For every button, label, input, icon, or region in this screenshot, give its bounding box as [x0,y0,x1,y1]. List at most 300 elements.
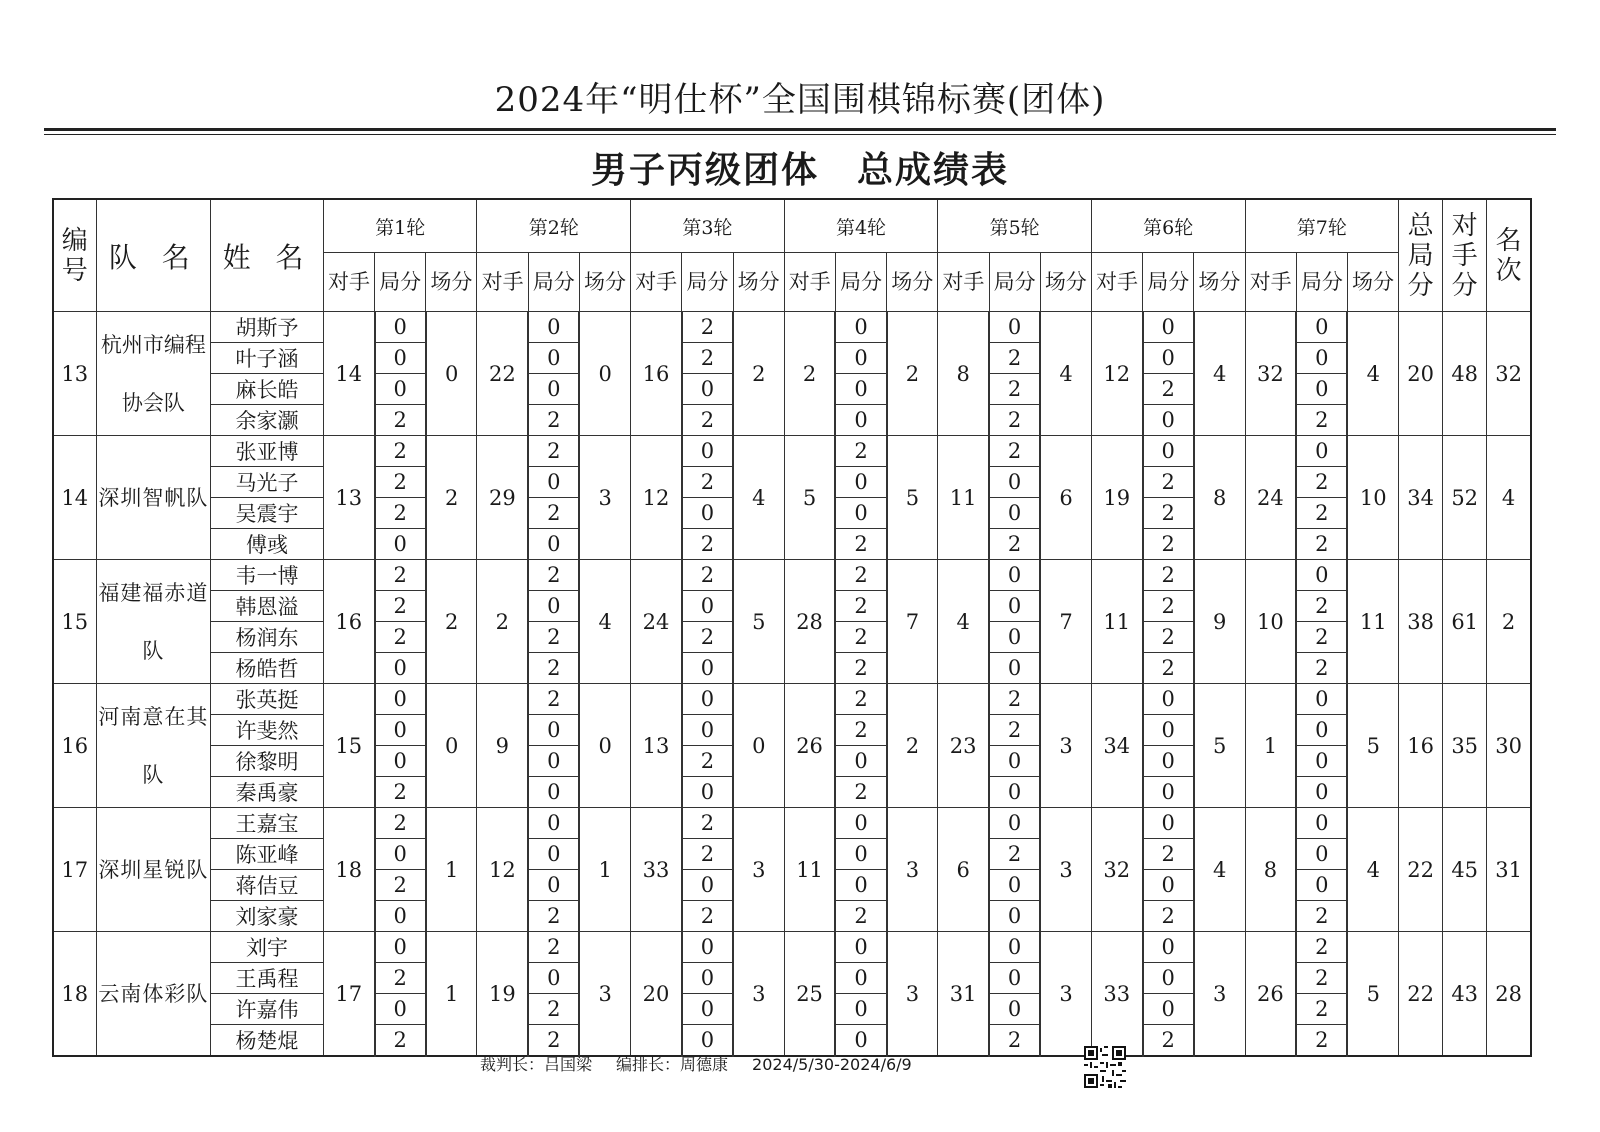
game-score: 0 [989,932,1040,963]
round-match-score: 11 [1347,560,1398,684]
game-score: 0 [528,777,579,808]
game-score: 0 [1296,343,1347,374]
round-match-score: 4 [1194,808,1245,932]
header-round-2: 第2轮 [477,199,631,253]
game-score: 0 [375,529,426,560]
round-match-score: 3 [733,808,784,932]
round-opponent: 10 [1245,560,1296,684]
team-name: 云南体彩队 [96,932,211,1057]
game-score: 2 [1143,1025,1194,1057]
score-table [52,198,1532,1057]
round-opponent: 17 [323,932,374,1057]
player-name: 王嘉宝 [211,808,324,839]
game-score: 0 [682,932,733,963]
header-round-3: 第3轮 [631,199,785,253]
game-score: 0 [835,312,886,343]
round-match-score: 3 [1040,808,1091,932]
round-match-score: 0 [733,684,784,808]
game-score: 0 [1143,870,1194,901]
round-opponent: 1 [1245,684,1296,808]
round-match-score: 0 [579,684,630,808]
round-match-score: 4 [579,560,630,684]
team-name: 杭州市编程协会队 [96,312,211,436]
round-opponent: 9 [477,684,528,808]
round-opponent: 32 [1245,312,1296,436]
game-score: 0 [528,591,579,622]
game-score: 0 [835,870,886,901]
game-score: 0 [375,994,426,1025]
table-row [53,684,1531,715]
game-score: 0 [1143,405,1194,436]
team-name: 河南意在其队 [96,684,211,808]
round-opponent: 28 [784,560,835,684]
game-score: 2 [835,529,886,560]
game-score: 0 [1296,715,1347,746]
header-round-7: 第7轮 [1245,199,1399,253]
player-name: 陈亚峰 [211,839,324,870]
header-id: 编号 [53,199,96,312]
player-name: 余家灏 [211,405,324,436]
game-score: 0 [375,343,426,374]
game-score: 0 [375,374,426,405]
total-game-score: 38 [1399,560,1443,684]
game-score: 0 [989,560,1040,591]
round-match-score: 8 [1194,436,1245,560]
game-score: 2 [528,684,579,715]
round-opponent: 15 [323,684,374,808]
game-score: 2 [682,405,733,436]
header-opp: 对手 [1091,253,1142,312]
team-rank: 2 [1487,560,1531,684]
opponent-score: 48 [1443,312,1487,436]
game-score: 2 [989,715,1040,746]
round-opponent: 33 [1091,932,1142,1057]
round-opponent: 5 [784,436,835,560]
header-opp: 对手 [631,253,682,312]
game-score: 2 [1296,405,1347,436]
round-match-score: 3 [887,808,938,932]
round-match-score: 0 [426,312,477,436]
game-score: 2 [1296,901,1347,932]
sheet-title: 男子丙级团体 总成绩表 [590,150,1009,191]
player-name: 许嘉伟 [211,994,324,1025]
round-opponent: 11 [784,808,835,932]
game-score: 2 [835,436,886,467]
round-match-score: 7 [1040,560,1091,684]
game-score: 0 [989,746,1040,777]
game-score: 0 [1143,808,1194,839]
round-match-score: 4 [733,436,784,560]
game-score: 0 [528,808,579,839]
team-id: 15 [53,560,96,684]
game-score: 0 [528,715,579,746]
team-name: 深圳星锐队 [96,808,211,932]
round-opponent: 34 [1091,684,1142,808]
game-score: 0 [682,436,733,467]
footer-scheduler: 编排长：周德康 [616,1055,729,1074]
game-score: 0 [375,746,426,777]
game-score: 0 [1296,684,1347,715]
header-round-1: 第1轮 [323,199,477,253]
game-score: 0 [375,312,426,343]
team-rank: 28 [1487,932,1531,1057]
round-opponent: 31 [938,932,989,1057]
game-score: 0 [1143,715,1194,746]
round-match-score: 3 [887,932,938,1057]
game-score: 0 [1143,684,1194,715]
table-row [53,932,1531,963]
round-opponent: 24 [631,560,682,684]
game-score: 0 [375,715,426,746]
player-name: 杨皓哲 [211,653,324,684]
header-game-score: 局分 [375,253,426,312]
team-id: 13 [53,312,96,436]
game-score: 0 [1143,994,1194,1025]
game-score: 2 [989,405,1040,436]
player-name: 韩恩溢 [211,591,324,622]
round-opponent: 16 [631,312,682,436]
round-match-score: 3 [579,436,630,560]
page-title: 2024年“明仕杯”全国围棋锦标赛(团体) [494,80,1106,120]
round-opponent: 13 [323,436,374,560]
total-game-score: 20 [1399,312,1443,436]
header-game-score: 局分 [1296,253,1347,312]
game-score: 2 [682,529,733,560]
round-match-score: 3 [1040,932,1091,1057]
game-score: 2 [682,808,733,839]
game-score: 2 [375,560,426,591]
round-opponent: 16 [323,560,374,684]
game-score: 0 [989,622,1040,653]
game-score: 0 [1296,839,1347,870]
game-score: 2 [1143,560,1194,591]
table-row [53,312,1531,343]
team-id: 16 [53,684,96,808]
round-opponent: 12 [477,808,528,932]
table-row [53,560,1531,591]
header-round-5: 第5轮 [938,199,1092,253]
game-score: 2 [1143,901,1194,932]
game-score: 2 [528,622,579,653]
round-match-score: 1 [579,808,630,932]
round-opponent: 2 [784,312,835,436]
team-id: 14 [53,436,96,560]
game-score: 2 [1296,653,1347,684]
game-score: 2 [375,963,426,994]
header-match-score: 场分 [579,253,630,312]
game-score: 2 [375,622,426,653]
game-score: 0 [528,529,579,560]
game-score: 2 [375,467,426,498]
opponent-score: 35 [1443,684,1487,808]
table-row [53,436,1531,467]
footer-referee: 裁判长：吕国梁 [480,1055,593,1074]
team-id: 17 [53,808,96,932]
header-match-score: 场分 [426,253,477,312]
qr-code-icon [1084,1046,1126,1088]
game-score: 2 [682,622,733,653]
game-score: 0 [1143,777,1194,808]
round-opponent: 26 [1245,932,1296,1057]
round-opponent: 11 [938,436,989,560]
player-name: 马光子 [211,467,324,498]
game-score: 0 [1296,777,1347,808]
game-score: 2 [835,653,886,684]
header-match-score: 场分 [887,253,938,312]
round-match-score: 5 [733,560,784,684]
round-match-score: 1 [426,932,477,1057]
game-score: 2 [989,1025,1040,1057]
team-name: 福建福赤道队 [96,560,211,684]
game-score: 2 [375,870,426,901]
game-score: 2 [1143,839,1194,870]
game-score: 2 [1296,932,1347,963]
game-score: 0 [1143,343,1194,374]
game-score: 0 [375,653,426,684]
game-score: 0 [1143,932,1194,963]
game-score: 0 [989,901,1040,932]
game-score: 2 [989,374,1040,405]
game-score: 0 [682,994,733,1025]
round-match-score: 2 [887,684,938,808]
round-match-score: 3 [1040,684,1091,808]
game-score: 2 [835,684,886,715]
game-score: 0 [989,312,1040,343]
header-game-score: 局分 [835,253,886,312]
player-name: 杨楚焜 [211,1025,324,1057]
game-score: 0 [375,839,426,870]
round-opponent: 4 [938,560,989,684]
header-round-6: 第6轮 [1091,199,1245,253]
game-score: 2 [989,684,1040,715]
game-score: 0 [682,684,733,715]
player-name: 蒋佶豆 [211,870,324,901]
game-score: 2 [1143,529,1194,560]
game-score: 0 [375,684,426,715]
game-score: 2 [1296,467,1347,498]
player-name: 刘宇 [211,932,324,963]
team-name: 深圳智帆队 [96,436,211,560]
game-score: 0 [682,777,733,808]
game-score: 0 [1296,870,1347,901]
player-name: 胡斯予 [211,312,324,343]
player-name: 秦禹豪 [211,777,324,808]
game-score: 2 [1296,591,1347,622]
game-score: 0 [682,870,733,901]
game-score: 2 [835,560,886,591]
game-score: 0 [835,963,886,994]
game-score: 2 [1296,498,1347,529]
header-team: 队 名 [96,199,211,312]
game-score: 0 [1143,436,1194,467]
game-score: 2 [682,312,733,343]
round-match-score: 9 [1194,560,1245,684]
opponent-score: 61 [1443,560,1487,684]
game-score: 0 [835,405,886,436]
game-score: 0 [835,808,886,839]
header-game-score: 局分 [989,253,1040,312]
round-opponent: 24 [1245,436,1296,560]
opponent-score: 43 [1443,932,1487,1057]
footer [480,1052,936,1075]
round-opponent: 12 [631,436,682,560]
round-match-score: 4 [1040,312,1091,436]
team-rank: 32 [1487,312,1531,436]
player-name: 杨润东 [211,622,324,653]
round-match-score: 4 [1347,808,1398,932]
game-score: 2 [835,591,886,622]
round-opponent: 2 [477,560,528,684]
game-score: 2 [835,715,886,746]
game-score: 0 [835,994,886,1025]
game-score: 2 [528,994,579,1025]
game-score: 2 [1296,963,1347,994]
game-score: 0 [835,932,886,963]
round-opponent: 32 [1091,808,1142,932]
round-match-score: 2 [887,312,938,436]
game-score: 0 [1296,436,1347,467]
player-name: 王禹程 [211,963,324,994]
player-name: 傅彧 [211,529,324,560]
game-score: 0 [989,591,1040,622]
game-score: 2 [528,560,579,591]
game-score: 2 [1296,994,1347,1025]
game-score: 0 [989,498,1040,529]
game-score: 2 [1143,498,1194,529]
round-opponent: 8 [1245,808,1296,932]
player-name: 徐黎明 [211,746,324,777]
game-score: 0 [528,467,579,498]
header-opp: 对手 [323,253,374,312]
header-game-score: 局分 [528,253,579,312]
total-game-score: 22 [1399,932,1443,1057]
round-match-score: 6 [1040,436,1091,560]
round-match-score: 3 [733,932,784,1057]
round-match-score: 5 [1194,684,1245,808]
game-score: 0 [835,343,886,374]
game-score: 2 [528,405,579,436]
game-score: 2 [1143,467,1194,498]
round-match-score: 2 [426,560,477,684]
game-score: 2 [375,436,426,467]
round-opponent: 14 [323,312,374,436]
title-rule-thick [44,128,1556,131]
round-opponent: 19 [1091,436,1142,560]
round-opponent: 25 [784,932,835,1057]
round-opponent: 22 [477,312,528,436]
title-rule-thin [44,134,1556,135]
game-score: 0 [835,374,886,405]
round-match-score: 2 [733,312,784,436]
round-match-score: 5 [887,436,938,560]
game-score: 0 [528,839,579,870]
game-score: 2 [375,808,426,839]
game-score: 0 [989,963,1040,994]
game-score: 0 [989,870,1040,901]
game-score: 0 [375,932,426,963]
round-opponent: 26 [784,684,835,808]
header-rank: 名次 [1487,199,1531,312]
round-match-score: 4 [1194,312,1245,436]
round-match-score: 3 [1194,932,1245,1057]
header-match-score: 场分 [1040,253,1091,312]
game-score: 2 [375,1025,426,1057]
game-score: 2 [1143,374,1194,405]
game-score: 0 [989,808,1040,839]
round-match-score: 2 [426,436,477,560]
opponent-score: 45 [1443,808,1487,932]
player-name: 叶子涵 [211,343,324,374]
game-score: 0 [835,746,886,777]
game-score: 0 [528,343,579,374]
player-name: 许斐然 [211,715,324,746]
header-opp-score: 对手分 [1443,199,1487,312]
game-score: 2 [528,901,579,932]
team-id: 18 [53,932,96,1057]
round-opponent: 12 [1091,312,1142,436]
header-game-score: 局分 [1143,253,1194,312]
game-score: 0 [528,746,579,777]
game-score: 2 [375,777,426,808]
round-opponent: 19 [477,932,528,1057]
game-score: 0 [1296,746,1347,777]
header-total-game: 总局分 [1399,199,1443,312]
game-score: 2 [1296,1025,1347,1057]
team-rank: 4 [1487,436,1531,560]
game-score: 2 [989,436,1040,467]
game-score: 0 [528,374,579,405]
round-opponent: 8 [938,312,989,436]
header-match-score: 场分 [1347,253,1398,312]
round-match-score: 5 [1347,932,1398,1057]
game-score: 2 [989,839,1040,870]
player-name: 刘家豪 [211,901,324,932]
game-score: 0 [682,374,733,405]
header-opp: 对手 [1245,253,1296,312]
game-score: 0 [835,1025,886,1057]
round-opponent: 29 [477,436,528,560]
round-match-score: 1 [426,808,477,932]
round-opponent: 20 [631,932,682,1057]
header-round-4: 第4轮 [784,199,938,253]
round-match-score: 0 [426,684,477,808]
game-score: 0 [682,963,733,994]
footer-dates: 2024/5/30-2024/6/9 [752,1055,912,1074]
game-score: 0 [375,901,426,932]
header-match-score: 场分 [1194,253,1245,312]
game-score: 0 [682,715,733,746]
game-score: 0 [528,963,579,994]
game-score: 2 [375,591,426,622]
game-score: 0 [682,1025,733,1057]
player-name: 韦一博 [211,560,324,591]
game-score: 0 [1296,374,1347,405]
game-score: 2 [835,901,886,932]
game-score: 2 [682,901,733,932]
round-opponent: 11 [1091,560,1142,684]
round-match-score: 3 [579,932,630,1057]
game-score: 0 [989,467,1040,498]
game-score: 0 [1143,963,1194,994]
player-name: 麻长皓 [211,374,324,405]
game-score: 2 [1143,653,1194,684]
game-score: 2 [682,746,733,777]
game-score: 2 [528,653,579,684]
round-match-score: 7 [887,560,938,684]
game-score: 2 [375,498,426,529]
player-name: 吴震宇 [211,498,324,529]
game-score: 0 [835,839,886,870]
